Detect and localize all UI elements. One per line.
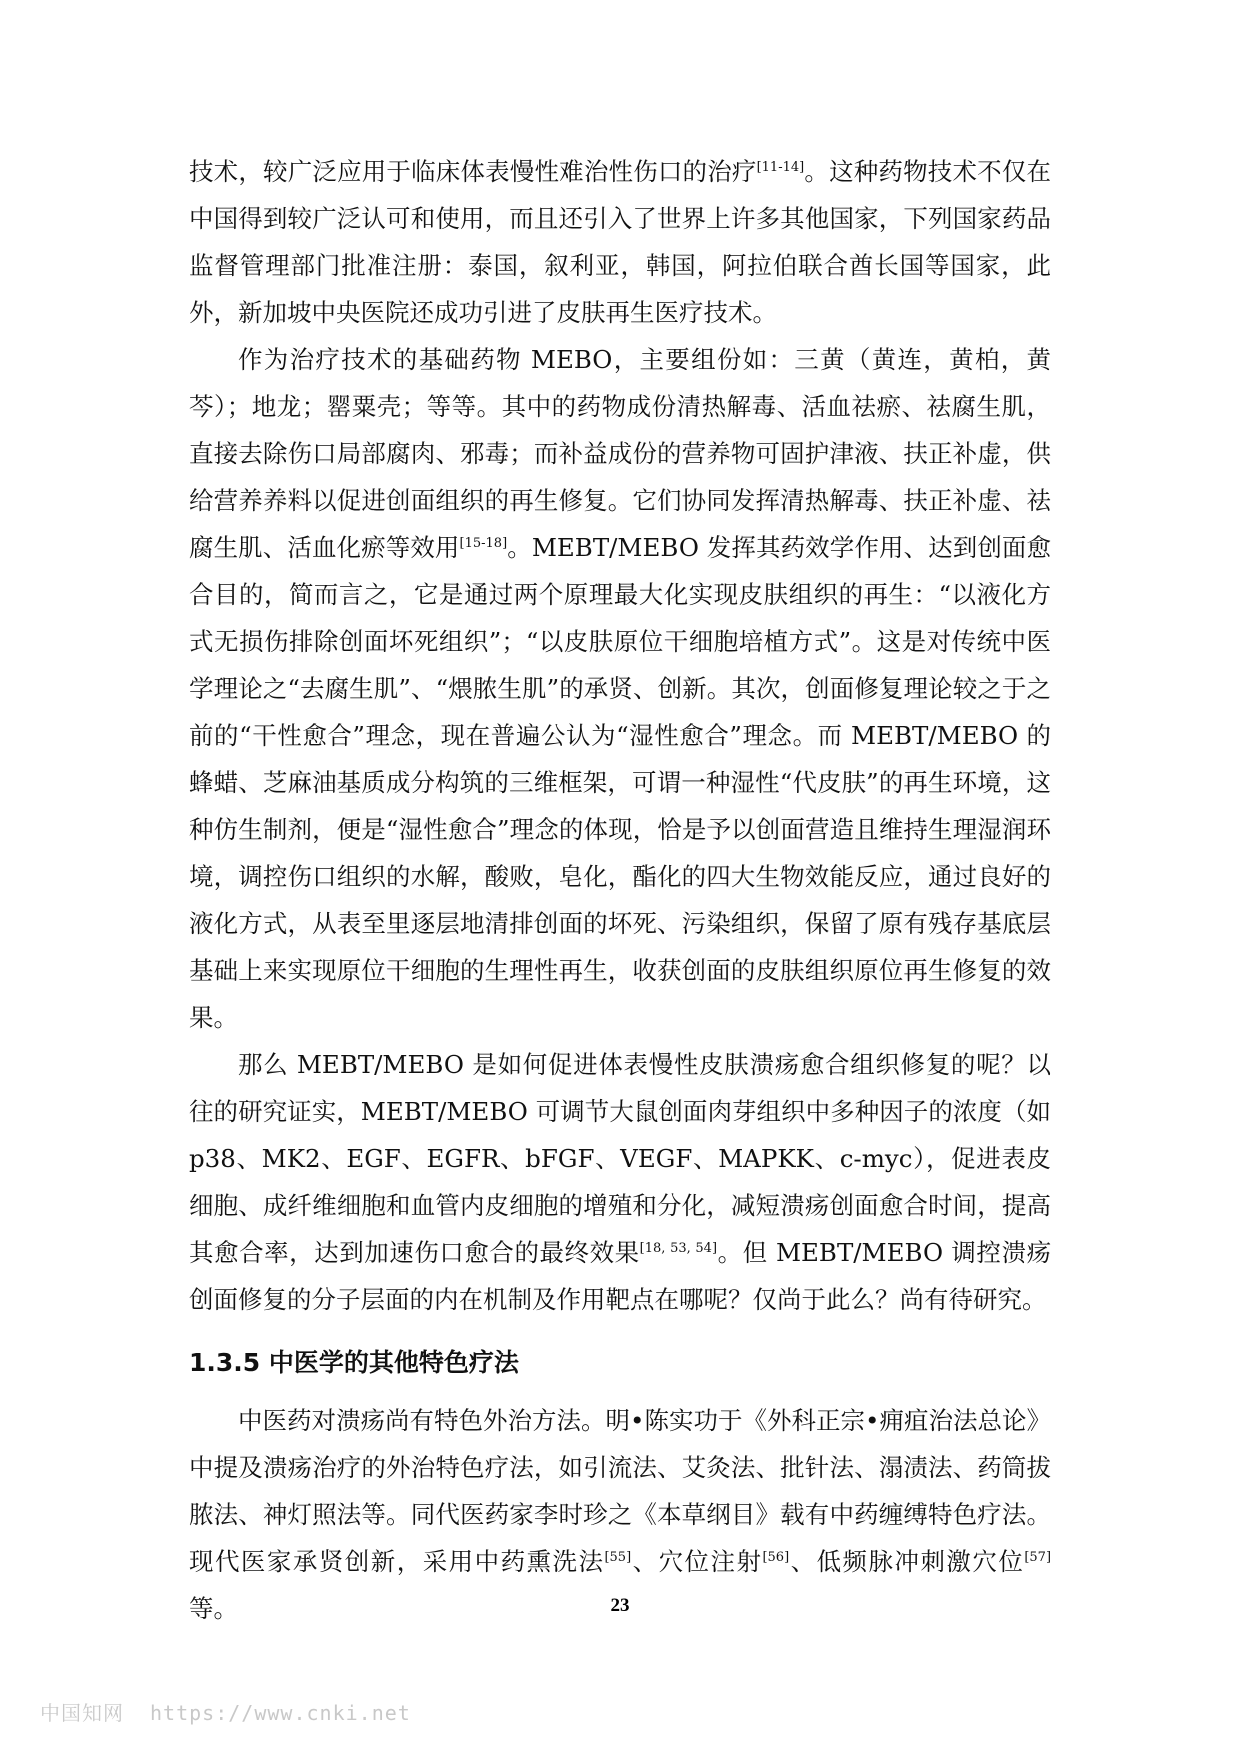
paragraph-text: 中医药对溃疡尚有特色外治方法。明•陈实功于《外科正宗•痈疽治法总论》中提及溃疡治疗的外治特色疗法，如引流法、艾灸法、批针法、溻渍法、药筒拔脓法、神灯照法等。同代医药家李时珍之《本草纲目》载有中药缠缚特色疗法。现代医家承贤创新，采用中药熏洗法 [189, 1406, 1051, 1576]
paragraph-text: 、低频脉冲刺激穴位 [789, 1547, 1025, 1576]
paragraph-text: 那么 MEBT/MEBO 是如何促进体表慢性皮肤溃疡愈合组织修复的呢？以往的研究证实，MEBT/MEBO 可调节大鼠创面肉芽组织中多种因子的浓度（如 p38、MK2、EGF、EGFR、bFGF、VEGF、MAPKK、c-myc），促进表皮细胞、成纤维细胞和血管内皮细胞的增殖和分化，减短溃疡创面愈合时间，提高其愈合率，达到加速伤口愈合的最终效果 [189, 1050, 1051, 1267]
citation-superscript: [57] [1024, 1550, 1052, 1565]
paragraph-text: 等。 [189, 1594, 238, 1623]
paragraph-text: 作为治疗技术的基础药物 MEBO，主要组份如：三黄（黄连，黄柏，黄芩）；地龙；罂粟壳；等等。其中的药物成份清热解毒、活血祛瘀、祛腐生肌，直接去除伤口局部腐肉、邪毒；而补益成份的营养物可固护津液、扶正补虚，供给营养养料以促进创面组织的再生修复。它们协同发挥清热解毒、扶正补虚、祛腐生肌、活血化瘀等效用 [189, 345, 1051, 562]
body-text-before-heading [189, 148, 1051, 1323]
document-page [189, 148, 1051, 1632]
citation-superscript: [18, 53, 54] [639, 1241, 718, 1256]
citation-superscript: [11-14] [756, 160, 805, 175]
citation-superscript: [55] [604, 1550, 632, 1565]
paragraph [189, 148, 1051, 336]
section-heading: 1.3.5 中医学的其他特色疗法 [189, 1348, 519, 1377]
page-number: 23 [610, 1595, 630, 1616]
paragraph-text: 。但 MEBT/MEBO 调控溃疡创面修复的分子层面的内在机制及作用靶点在哪呢？仅尚于此么？尚有待研究。 [189, 1238, 1051, 1314]
paragraph-text: 。这种药物技术不仅在中国得到较广泛认可和使用，而且还引入了世界上许多其他国家，下列国家药品监督管理部门批准注册：泰国，叙利亚，韩国，阿拉伯联合酋长国等国家，此外，新加坡中央医院还成功引进了皮肤再生医疗技术。 [189, 157, 1051, 327]
paragraph [189, 336, 1051, 1041]
paragraph-text: 技术，较广泛应用于临床体表慢性难治性伤口的治疗 [189, 157, 757, 186]
watermark-brand: 中国知网 [40, 1701, 124, 1725]
citation-superscript: [56] [762, 1550, 790, 1565]
watermark-url: https://www.cnki.net [150, 1701, 411, 1725]
paragraph-text: 、穴位注射 [631, 1547, 763, 1576]
paragraph-text: 。MEBT/MEBO 发挥其药效学作用、达到创面愈合目的，简而言之，它是通过两个原理最大化实现皮肤组织的再生：“以液化方式无损伤排除创面坏死组织”；“以皮肤原位干细胞培植方式”。这是对传统中医学理论之“去腐生肌”、“煨脓生肌”的承贤、创新。其次，创面修复理论较之于之前的“干性愈合”理念，现在普遍公认为“湿性愈合”理念。而 MEBT/MEBO 的蜂蜡、芝麻油基质成分构筑的三维框架，可谓一种湿性“代皮肤”的再生环境，这种仿生制剂，便是“湿性愈合”理念的体现，恰是予以创面营造且维持生理湿润环境，调控伤口组织的水解，酸败，皂化，酯化的四大生物效能反应，通过良好的液化方式，从表至里逐层地清排创面的坏死、污染组织，保留了原有残存基底层基础上来实现原位干细胞的生理性再生，收获创面的皮肤组织原位再生修复的效果。 [189, 533, 1052, 1032]
cnki-watermark [40, 1697, 411, 1726]
paragraph [189, 1041, 1051, 1323]
citation-superscript: [15-18] [459, 536, 508, 551]
